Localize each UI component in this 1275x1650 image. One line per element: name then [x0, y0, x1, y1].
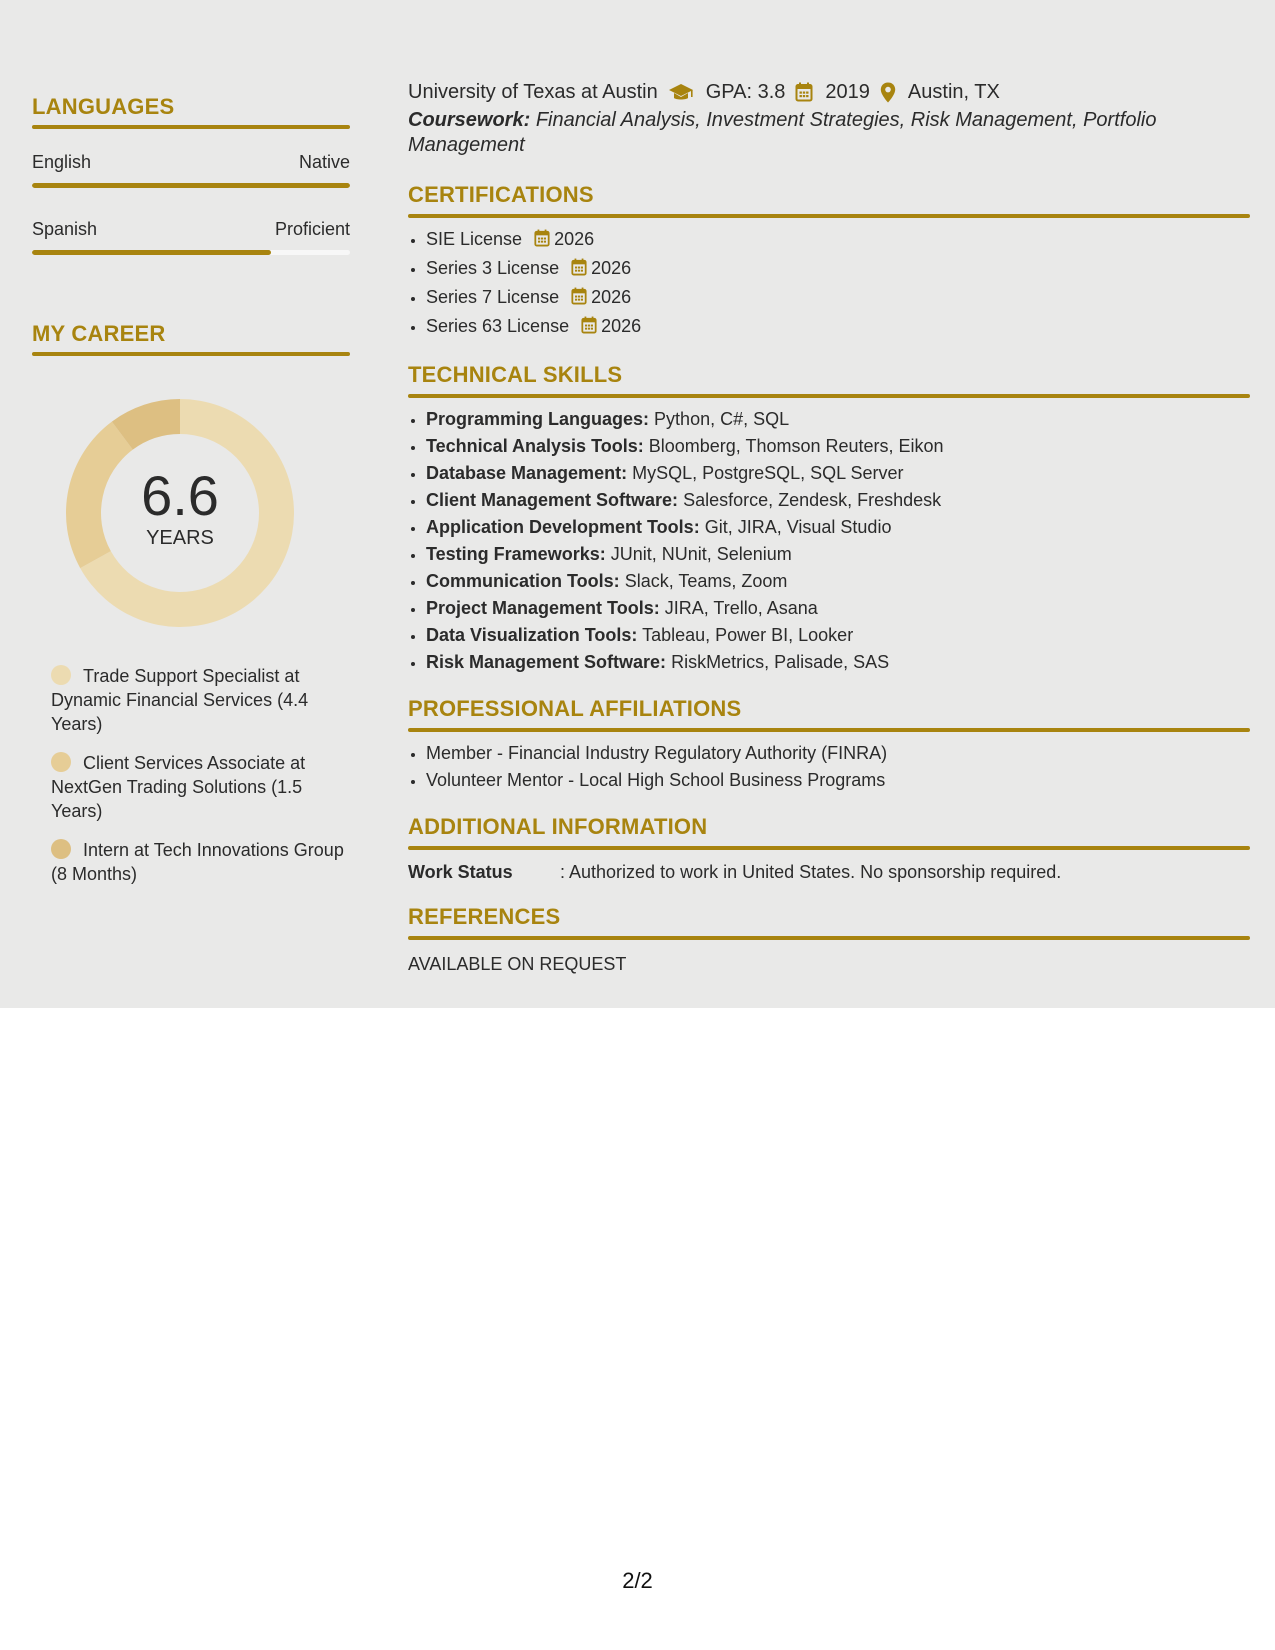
section-divider	[408, 394, 1250, 398]
references-section	[408, 902, 1250, 976]
coursework-label: Coursework:	[408, 109, 531, 131]
skill-item	[426, 487, 1250, 514]
skill-label: Communication Tools:	[426, 571, 620, 591]
languages-title: LANGUAGES	[32, 94, 175, 119]
career-title: MY CAREER	[32, 321, 166, 346]
coursework-text: Financial Analysis, Investment Strategies, Risk Management, Portfolio Management	[408, 109, 1157, 156]
certifications-list	[426, 226, 1250, 342]
skill-item	[426, 649, 1250, 676]
skill-item	[426, 541, 1250, 568]
section-divider	[408, 728, 1250, 732]
skill-value: JUnit, NUnit, Selenium	[610, 544, 792, 564]
skill-value: Bloomberg, Thomson Reuters, Eikon	[648, 436, 944, 456]
certification-name: Series 63 License	[426, 316, 570, 336]
certification-name: SIE License	[426, 229, 523, 249]
skill-item	[426, 433, 1250, 460]
skill-value: Git, JIRA, Visual Studio	[704, 517, 892, 537]
section-divider	[408, 936, 1250, 940]
affiliations-title: PROFESSIONAL AFFILIATIONS	[408, 696, 742, 721]
career-total-years: 6.6	[141, 464, 219, 527]
gpa: GPA: 3.8	[705, 81, 786, 103]
skill-item	[426, 622, 1250, 649]
skill-label: Testing Frameworks:	[426, 544, 606, 564]
language-level: Proficient	[274, 219, 350, 239]
affiliations-section	[408, 694, 1250, 794]
certification-item	[426, 313, 1250, 342]
certification-name: Series 7 License	[426, 287, 560, 307]
certifications-title: CERTIFICATIONS	[408, 182, 594, 207]
certification-year: 2026	[601, 316, 642, 336]
skill-value: Python, C#, SQL	[654, 409, 790, 429]
certification-item	[426, 284, 1250, 313]
skill-label: Client Management Software:	[426, 490, 679, 510]
work-status-row	[408, 860, 1250, 884]
skill-label: Technical Analysis Tools:	[426, 436, 644, 456]
education-line	[408, 78, 1250, 106]
certification-year: 2026	[554, 229, 595, 249]
skill-value: Salesforce, Zendesk, Freshdesk	[683, 490, 942, 510]
career-total-unit: YEARS	[146, 527, 214, 549]
skill-label: Application Development Tools:	[426, 517, 700, 537]
skill-label: Programming Languages:	[426, 409, 650, 429]
certification-year: 2026	[591, 287, 632, 307]
section-divider	[32, 125, 350, 129]
legend-dot-icon	[51, 665, 71, 685]
language-item	[32, 151, 350, 173]
section-divider	[408, 214, 1250, 218]
affiliations-list	[426, 740, 1250, 794]
language-name: English	[32, 152, 92, 172]
career-item-label: Intern at Tech Innovations Group (8 Months)	[51, 840, 344, 884]
career-legend-item	[51, 751, 351, 823]
certification-year: 2026	[591, 258, 632, 278]
skill-item	[426, 595, 1250, 622]
certification-item	[426, 226, 1250, 255]
skill-item	[426, 460, 1250, 487]
references-title: REFERENCES	[408, 904, 561, 929]
career-legend-item	[51, 838, 351, 886]
language-proficiency-fill	[32, 183, 350, 188]
skill-item	[426, 568, 1250, 595]
language-proficiency-bar	[32, 250, 350, 255]
career-section	[32, 319, 350, 886]
skill-label: Risk Management Software:	[426, 652, 667, 672]
work-status-value: : Authorized to work in United States. No sponsorship required.	[560, 862, 1062, 882]
references-text: AVAILABLE ON REQUEST	[408, 954, 627, 974]
language-proficiency-bar	[32, 183, 350, 188]
skill-value: RiskMetrics, Palisade, SAS	[671, 652, 890, 672]
skills-title: TECHNICAL SKILLS	[408, 362, 623, 387]
language-item	[32, 218, 350, 240]
left-column	[32, 92, 350, 901]
career-legend-item	[51, 664, 351, 736]
location-pin-icon	[880, 82, 896, 103]
skill-item	[426, 406, 1250, 433]
skill-value: JIRA, Trello, Asana	[664, 598, 818, 618]
affiliation-item: • Member - Financial Industry Regulatory Authority (FINRA)	[426, 740, 1250, 767]
school-name: University of Texas at Austin	[408, 81, 658, 103]
skills-list	[426, 406, 1250, 676]
section-divider	[32, 352, 350, 356]
skill-label: Project Management Tools:	[426, 598, 660, 618]
legend-dot-icon	[51, 839, 71, 859]
coursework	[408, 108, 1250, 158]
career-donut-chart	[65, 398, 295, 628]
skill-item	[426, 514, 1250, 541]
language-level: Native	[298, 152, 350, 172]
skills-section	[408, 360, 1250, 676]
additional-info-section	[408, 812, 1250, 884]
calendar-icon	[534, 228, 550, 255]
education-location: Austin, TX	[907, 81, 1000, 103]
calendar-icon	[795, 82, 813, 102]
certifications-section	[408, 180, 1250, 342]
calendar-icon	[571, 286, 587, 313]
right-column	[408, 78, 1250, 976]
career-item-label: Client Services Associate at NextGen Trading Solutions (1.5 Years)	[51, 753, 306, 821]
section-divider	[408, 846, 1250, 850]
calendar-icon	[571, 257, 587, 284]
additional-info-title: ADDITIONAL INFORMATION	[408, 814, 708, 839]
work-status-label: Work Status	[408, 862, 513, 882]
skill-label: Data Visualization Tools:	[426, 625, 638, 645]
calendar-icon	[581, 315, 597, 342]
page-number: 2/2	[622, 1568, 653, 1593]
language-proficiency-fill	[32, 250, 271, 255]
graduation-cap-icon	[668, 82, 694, 102]
graduation-year: 2019	[825, 81, 870, 103]
career-donut-center	[65, 398, 295, 628]
skill-value: Slack, Teams, Zoom	[624, 571, 788, 591]
skill-value: MySQL, PostgreSQL, SQL Server	[632, 463, 904, 483]
certification-item	[426, 255, 1250, 284]
affiliation-item: • Volunteer Mentor - Local High School Business Programs	[426, 767, 1250, 794]
education-entry	[408, 78, 1250, 158]
certification-name: Series 3 License	[426, 258, 560, 278]
skill-label: Database Management:	[426, 463, 628, 483]
language-name: Spanish	[32, 219, 98, 239]
career-legend	[51, 664, 351, 886]
career-item-label: Trade Support Specialist at Dynamic Financial Services (4.4 Years)	[51, 666, 309, 734]
skill-value: Tableau, Power BI, Looker	[642, 625, 854, 645]
legend-dot-icon	[51, 752, 71, 772]
languages-section	[32, 92, 350, 255]
